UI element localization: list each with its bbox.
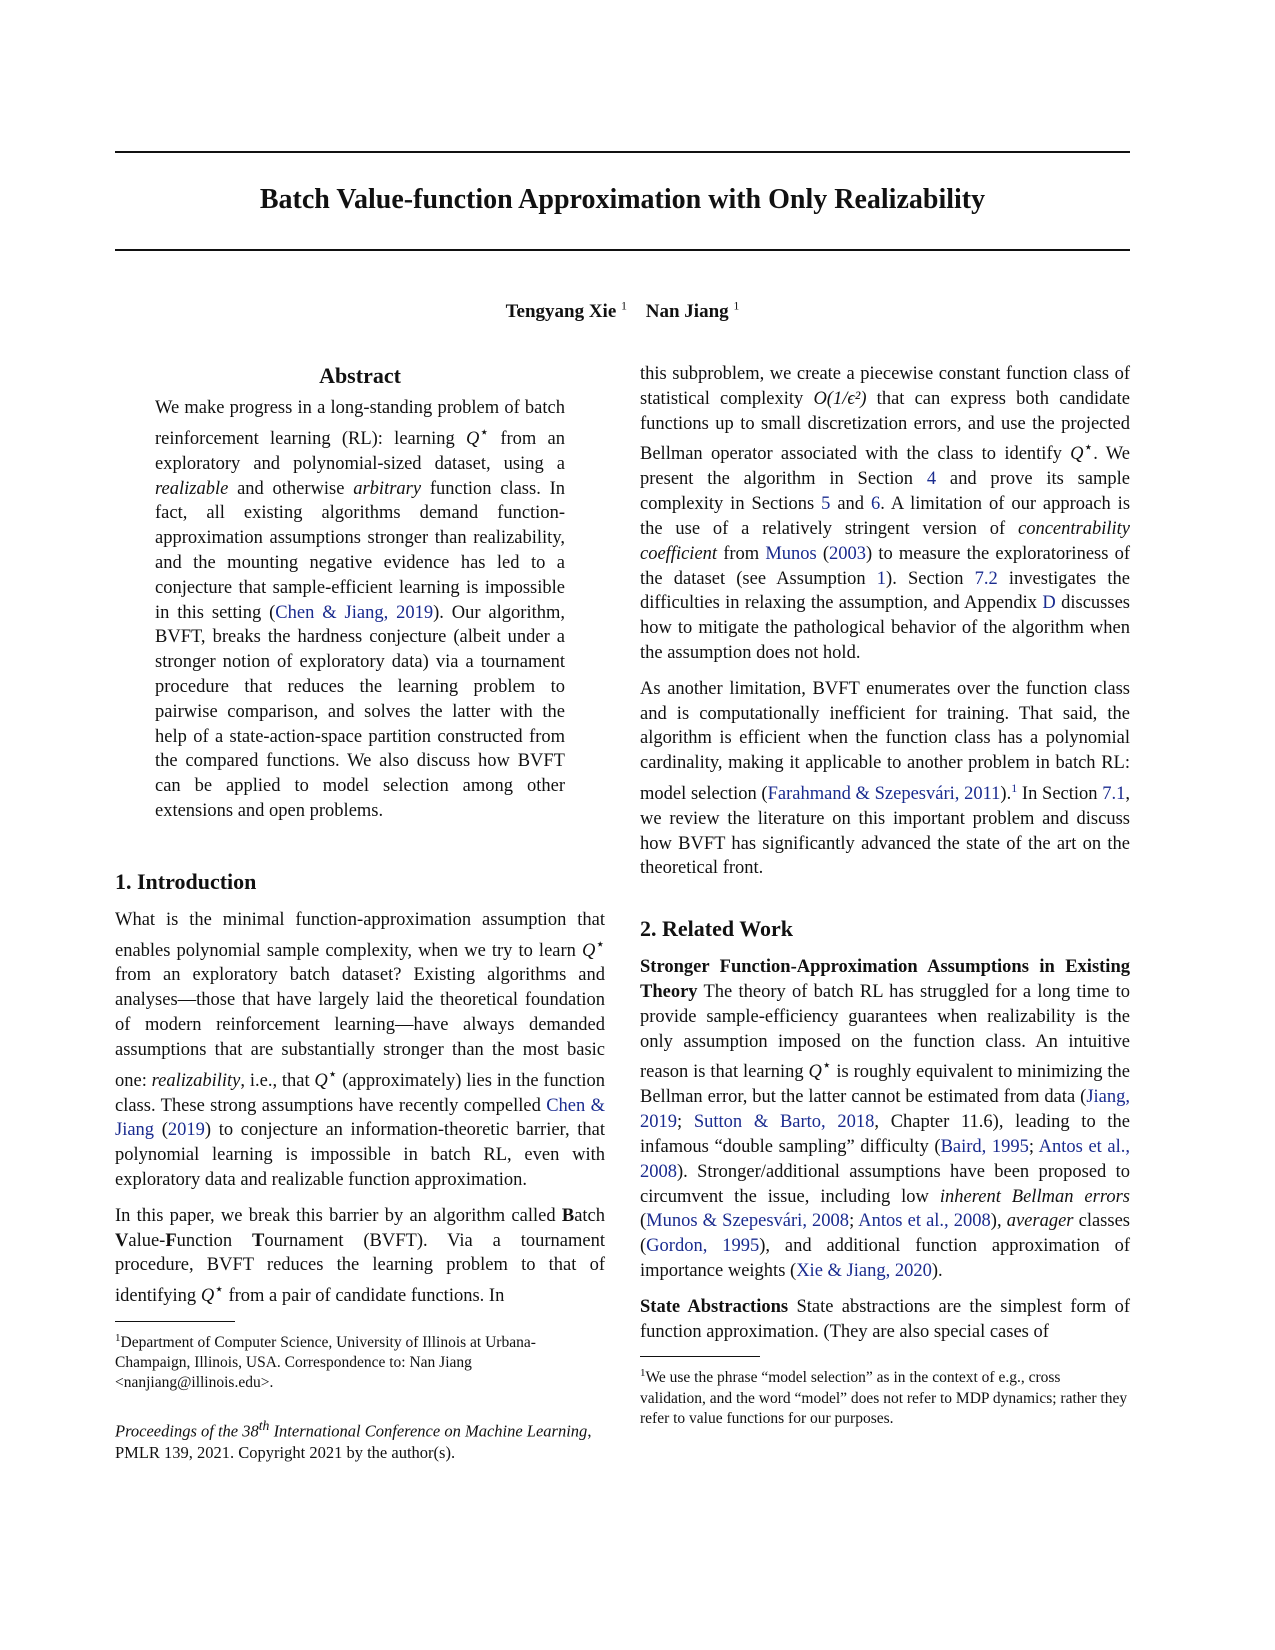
intro-paragraph: this subproblem, we create a piecewise constant function class of statistical complexity O(1/ϵ²) that can express both candidate functions up to small discretization errors, and use the projected Bellman operator associated with the class to identify Q⋆. We present the algorithm in Section 4 and prove its sample complexity in Sections 5 and 6. A limitation of our approach is the use of a relatively stringent version of concentrability coefficient from Munos (2003) to measure the exploratoriness of the dataset (see Assumption 1). Section 7.2 investigates the difficulties in relaxing the assumption, and Appendix D discusses how to mitigate the pathological behavior of the algorithm when the assumption does not hold. xyxy=(640,364,1131,663)
author-affiliation: 1 xyxy=(733,299,740,313)
citation-link[interactable]: Munos & Szepesvári, 2008 xyxy=(646,1211,850,1232)
footnote-rule xyxy=(115,1321,235,1322)
section-link[interactable]: 7.2 xyxy=(974,568,998,589)
author-name: Tengyang Xie xyxy=(505,301,617,323)
paragraph-heading: Stronger Function-Approximation Assumptions in Existing Theory xyxy=(640,957,1130,1003)
footnote-rule xyxy=(640,1356,760,1357)
citation-link[interactable]: Jiang, 2019 xyxy=(640,1087,1130,1133)
citation-link[interactable]: Sutton & Barto, 2018 xyxy=(693,1112,875,1133)
section-heading-related-work: 2. Related Work xyxy=(640,916,793,942)
proceedings-note: Proceedings of the 38th International Conference on Machine Learning, PMLR 139, 2021. Copyright 2021 by the author(s). xyxy=(115,1418,592,1462)
citation-link[interactable]: Munos xyxy=(765,543,817,564)
affiliation-footnote: $^1$Department of Computer Science, University of Illinois at Urbana-Champaign, Illinois, USA. Correspondence to: Nan Jiang <nanjiang@illinois.edu>. xyxy=(115,1332,536,1392)
intro-paragraph: In this paper, we break this barrier by an algorithm called Batch Value-Function Tournament (BVFT). Via a tournament procedure, BVFT reduces the learning problem to that of identifying Q⋆ from a pair of candidate functions. In xyxy=(115,1205,605,1307)
intro-paragraph: What is the minimal function-approximation assumption that enables polynomial sample complexity, when we try to learn Q⋆ from an exploratory batch dataset? Existing algorithms and analyses—those that have largely laid the theoretical foundation of modern reinforcement learning—have always demanded assumptions that are substantially stronger than the most basic one: realizability, i.e., that Q⋆ (approximately) lies in the function class. These strong assumptions have recently compelled Chen & Jiang (2019) to conjecture an information-theoretic barrier, that polynomial learning is impossible in batch RL, even with exploratory data and realizable function approximation. xyxy=(115,909,605,1190)
citation-link[interactable]: Antos et al., 2008 xyxy=(640,1136,1131,1182)
citation-link[interactable]: Farahmand & Szepesvári, 2011 xyxy=(767,784,1001,805)
citation-link[interactable]: Baird, 1995 xyxy=(940,1136,1029,1157)
paragraph-heading: State Abstractions xyxy=(640,1296,789,1317)
citation-link[interactable]: Chen & Jiang xyxy=(115,1095,605,1141)
related-work-paragraph: State Abstractions State abstractions are the simplest form of function approximation. (They are also special cases of xyxy=(640,1296,1130,1342)
paper-title: Batch Value-function Approximation with Only Realizability xyxy=(259,184,986,215)
abstract-heading: Abstract xyxy=(319,363,401,388)
abstract-text: We make progress in a long-standing problem of batch reinforcement learning (RL): learning Q⋆ from an exploratory and polynomial-sized dataset, using a realizable and otherwise arbitrary function class. In fact, all existing algorithms demand function-approximation assumptions stronger than realizability, and the mounting negative evidence has led to a conjecture that sample-efficient learning is impossible in this setting (Chen & Jiang, 2019). Our algorithm, BVFT, breaks the hardness conjecture (albeit under a stronger notion of exploratory data) via a tournament procedure that reduces the learning problem to pairwise comparison, and solves the latter with the help of a state-action-space partition constructed from the compared functions. We also discuss how BVFT can be applied to model selection among other extensions and open problems. xyxy=(155,398,565,821)
assumption-link[interactable]: 1 xyxy=(876,568,887,589)
section-link[interactable]: 6 xyxy=(871,494,881,515)
author-affiliation: 1 xyxy=(621,299,628,313)
section-link[interactable]: 7.1 xyxy=(1102,784,1126,805)
citation-link[interactable]: Chen & Jiang, 2019 xyxy=(275,602,434,623)
author-list xyxy=(115,294,1130,324)
abstract xyxy=(155,362,565,824)
citation-link[interactable]: 2003 xyxy=(829,543,867,564)
model-selection-footnote: $^1$We use the phrase “model selection” as in the context of e.g., cross validation, and the word “model” does not refer to MDP dynamics; rather they refer to value functions for our purposes. xyxy=(640,1367,1128,1427)
top-rule xyxy=(115,151,1130,153)
title-bottom-rule xyxy=(115,249,1130,251)
right-column xyxy=(640,362,1130,1429)
section-heading-introduction: 1. Introduction xyxy=(115,868,257,894)
related-work-paragraph: Stronger Function-Approximation Assumptions in Existing Theory The theory of batch RL has struggled for a long time to provide sample-efficiency guarantees when realizability is the only assumption imposed on the function class. An intuitive reason is that learning Q⋆ is roughly equivalent to minimizing the Bellman error, but the latter cannot be estimated from data (Jiang, 2019; Sutton & Barto, 2018, Chapter 11.6), leading to the infamous “double sampling” difficulty (Baird, 1995; Antos et al., 2008). Stronger/additional assumptions have been proposed to circumvent the issue, including low inherent Bellman errors (Munos & Szepesvári, 2008; Antos et al., 2008), averager classes (Gordon, 1995), and additional function approximation of importance weights (Xie & Jiang, 2020). xyxy=(640,957,1131,1281)
author xyxy=(646,301,740,322)
citation-link[interactable]: Antos et al., 2008 xyxy=(858,1211,991,1232)
author-name: Nan Jiang xyxy=(645,301,729,323)
appendix-link[interactable]: D xyxy=(1042,593,1056,614)
citation-link[interactable]: 2019 xyxy=(167,1120,205,1141)
footnote-link[interactable]: 1 xyxy=(1011,780,1018,795)
author xyxy=(506,301,627,322)
section-link[interactable]: 4 xyxy=(926,469,937,490)
citation-link[interactable]: Gordon, 1995 xyxy=(646,1236,760,1257)
section-link[interactable]: 5 xyxy=(821,494,831,515)
left-column xyxy=(115,362,605,1463)
citation-link[interactable]: Xie & Jiang, 2020 xyxy=(796,1260,932,1281)
intro-paragraph: As another limitation, BVFT enumerates over the function class and is computationally inefficient for training. That said, the algorithm is efficient when the function class has a polynomial cardinality, making it applicable to another problem in batch RL: model selection (Farahmand & Szepesvári, 2011).$^1$ In Section 7.1, we review the literature on this important problem and discuss how BVFT has significantly advanced the state of the art on the theoretical front. xyxy=(640,678,1131,879)
